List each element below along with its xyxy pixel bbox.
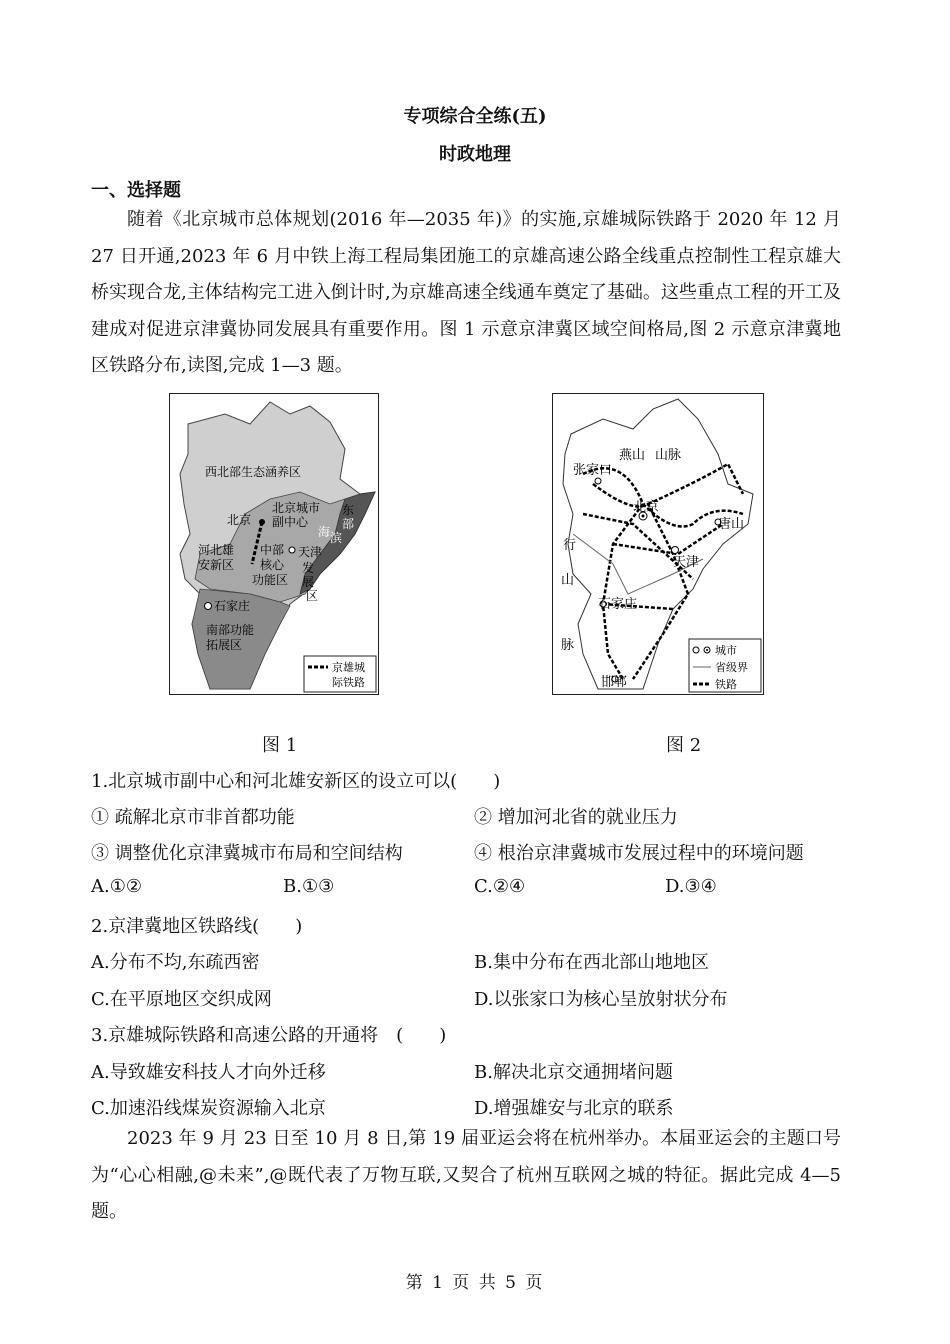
fig1-label-northwest: 西北部生态涵养区	[205, 465, 302, 479]
q1-option-c[interactable]: C.②④	[474, 876, 526, 897]
q3-option-a[interactable]: A.导致雄安科技人才向外迁移	[91, 1062, 326, 1083]
q1-statement-4: ④ 根治京津冀城市发展过程中的环境问题	[474, 843, 804, 864]
q1-statement-3: ③ 调整优化京津冀城市布局和空间结构	[91, 843, 403, 864]
q3-option-c[interactable]: C.加速沿线煤炭资源输入北京	[91, 1098, 326, 1119]
q1-option-d[interactable]: D.③④	[665, 876, 717, 897]
fig2-label-handan: 邯郸	[601, 675, 628, 690]
intro-paragraph-2: 2023 年 9 月 23 日至 10 月 8 日,第 19 届亚运会将在杭州举办。本届亚运会的主题口号为“心心相融,@未来”,@既代表了万物互联,又契合了杭州互联网之城的特征。据此完成 4—5 题。	[91, 1128, 841, 1222]
fig1-label-south-2: 拓展区	[206, 638, 243, 652]
fig1-label-subcenter-2: 副中心	[272, 515, 309, 529]
fig1-label-dev-2: 展	[302, 575, 315, 589]
fig1-label-east-4: 海	[318, 525, 331, 539]
fig1-label-beijing: 北京	[227, 513, 252, 527]
page-footer: 第 1 页 共 5 页	[405, 1273, 545, 1293]
fig1-label-east-1: 东	[342, 503, 355, 517]
question-3-stem: 3.京雄城际铁路和高速公路的开通将 ( )	[91, 1025, 447, 1046]
fig2-label-yanshan-1: 燕山	[619, 448, 646, 463]
figure1-svg	[170, 394, 378, 694]
fig1-label-east-3: 滨	[330, 531, 343, 545]
q2-option-a[interactable]: A.分布不均,东疏西密	[91, 952, 260, 973]
fig1-label-central-1: 中部	[260, 543, 285, 557]
question-1-stem: 1.北京城市副中心和河北雄安新区的设立可以( )	[91, 771, 501, 792]
q1-statement-1: ① 疏解北京市非首都功能	[91, 807, 295, 828]
question-2-stem: 2.京津冀地区铁路线( )	[91, 916, 303, 937]
section-heading: 一、选择题	[91, 180, 181, 201]
figure1-map	[169, 393, 379, 695]
fig1-label-central-2: 核心	[260, 558, 285, 572]
fig2-label-zhangjiakou: 张家口	[573, 463, 613, 478]
fig2-label-beijing: 北京	[633, 500, 660, 515]
q3-option-b[interactable]: B.解决北京交通拥堵问题	[474, 1062, 673, 1083]
fig1-label-dev-1: 发	[302, 561, 315, 575]
q1-option-b[interactable]: B.①③	[283, 876, 335, 897]
fig1-legend-line2: 际铁路	[332, 676, 365, 689]
fig1-label-shijiazhuang: 石家庄	[214, 599, 251, 613]
q2-option-b[interactable]: B.集中分布在西北部山地地区	[474, 952, 709, 973]
figure1-caption: 图 1	[262, 735, 298, 756]
q2-option-c[interactable]: C.在平原地区交织成网	[91, 989, 272, 1010]
fig1-legend-line1: 京雄城	[332, 661, 365, 674]
figure2-caption: 图 2	[666, 735, 702, 756]
page-title: 专项综合全练(五)	[403, 106, 547, 127]
fig1-label-east-2: 部	[342, 517, 355, 531]
fig1-label-dev-3: 区	[306, 589, 319, 603]
figure2-svg	[553, 394, 763, 694]
fig2-label-taihang-2: 山	[561, 573, 575, 588]
fig2-label-tangshan: 唐山	[718, 517, 745, 532]
fig2-label-taihang-3: 脉	[561, 638, 575, 653]
fig1-label-tianjin: 天津	[298, 545, 323, 559]
figure2-map	[552, 393, 764, 695]
q1-statement-2: ② 增加河北省的就业压力	[474, 807, 678, 828]
fig2-label-taihang-1: 行	[563, 538, 577, 553]
intro-paragraph: 随着《北京城市总体规划(2016 年—2035 年)》的实施,京雄城际铁路于 2020 年 12 月 27 日开通,2023 年 6 月中铁上海工程局集团施工的京雄高速公路全线重点控制性工程京雄大桥实现合龙,主体结构完工进入倒计时,为京雄高速全线通车奠定了基础。这些重点工程的开工及建成对促进京津冀协同发展具有重要作用。图 1 示意京津冀区域空间格局,图 2 示意京津冀地区铁路分布,读图,完成 1—3 题。	[91, 209, 841, 376]
fig1-label-xiongan-2: 安新区	[198, 558, 235, 572]
fig1-label-central-3: 功能区	[252, 573, 289, 587]
q1-option-a[interactable]: A.①②	[91, 876, 142, 897]
fig1-label-subcenter-1: 北京城市	[272, 501, 321, 515]
fig2-label-yanshan-2: 山脉	[655, 448, 682, 463]
page-subtitle: 时政地理	[439, 144, 511, 165]
fig1-label-xiongan-1: 河北雄	[198, 543, 235, 557]
fig2-label-tianjin: 天津	[673, 555, 700, 570]
q2-option-d[interactable]: D.以张家口为核心呈放射状分布	[474, 989, 728, 1010]
fig2-label-shijiazhuang: 石家庄	[598, 597, 638, 612]
fig2-legend-city: 城市	[715, 644, 737, 657]
fig2-legend-border: 省级界	[715, 661, 748, 674]
q3-option-d[interactable]: D.增强雄安与北京的联系	[474, 1098, 674, 1119]
fig2-legend-railway: 铁路	[715, 678, 737, 691]
fig1-label-south-1: 南部功能	[206, 623, 255, 637]
